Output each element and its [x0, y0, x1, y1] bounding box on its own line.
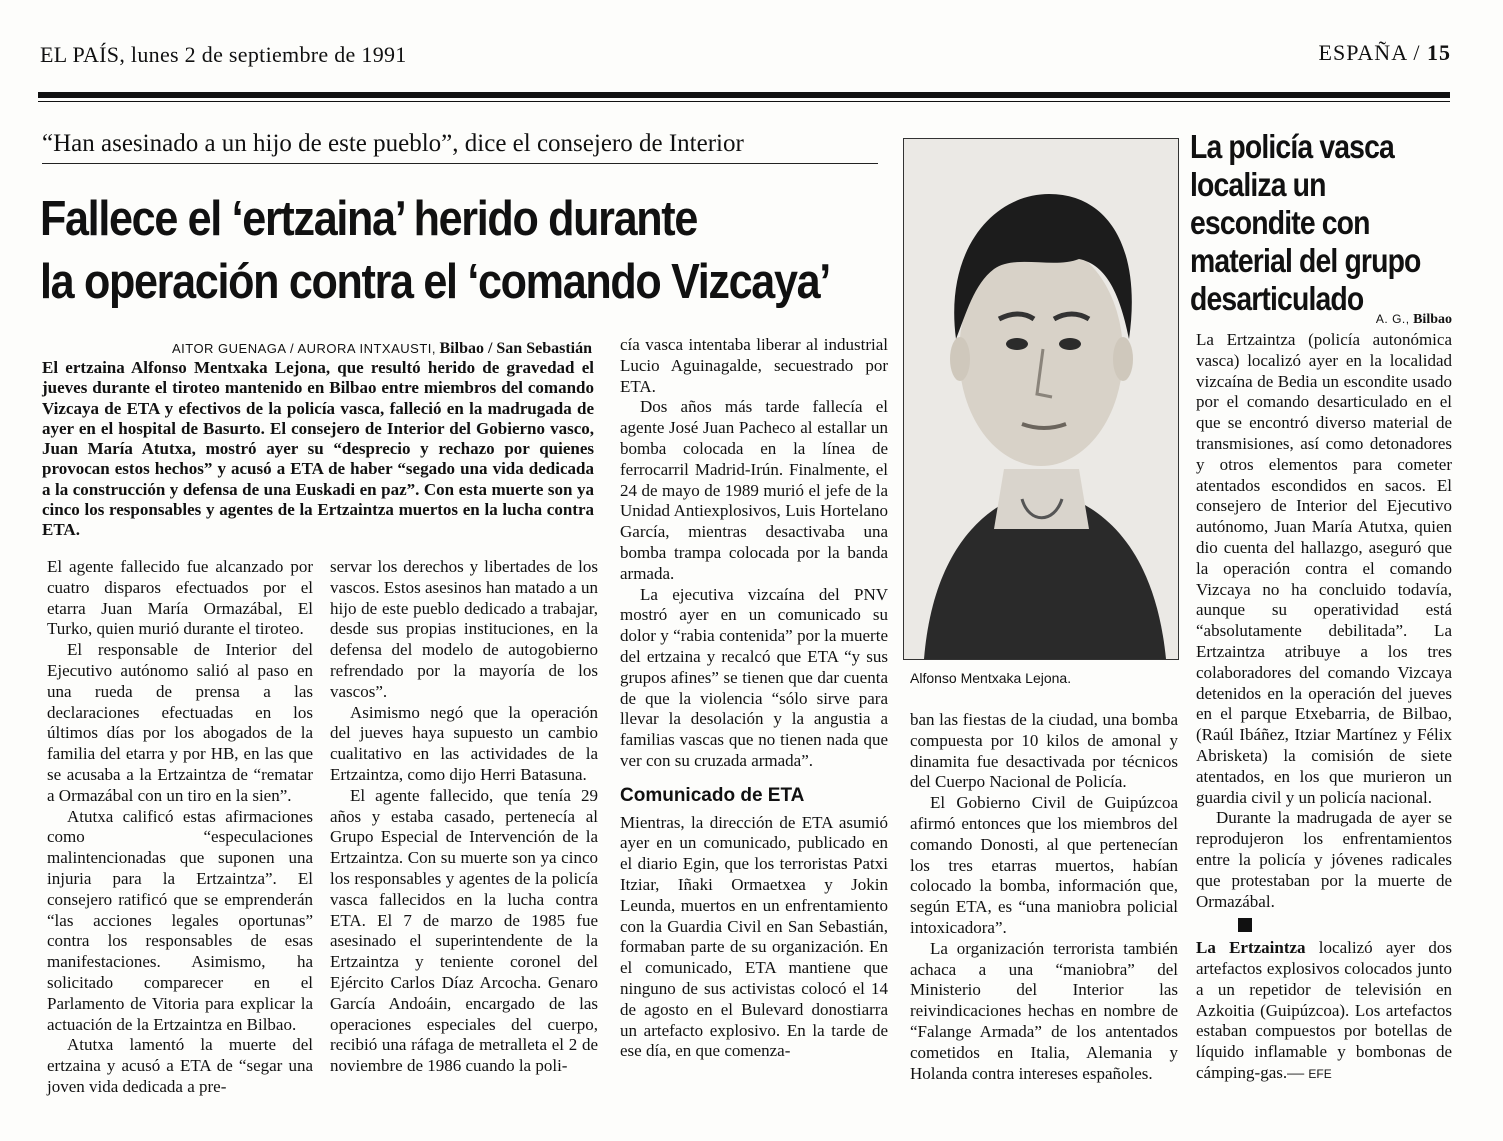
page-number: 15 — [1427, 40, 1451, 65]
brief-lead: La Ertzaintza — [1196, 938, 1306, 958]
paragraph: Dos años más tarde fallecía el agente José Juan Pacheco al estallar un bomba colocada en la línea de ferrocarril Madrid-Irún. Finalmente, el 24 de mayo de 1989 murió el jefe de la Unidad Antiexplosivos, Luis Hortelano García, mientras desactivaba una bomba trampa colocada por la banda armada. — [620, 397, 888, 583]
sidebar-headline: La policía vasca localiza un escondite con material del grupo desarticulado — [1190, 128, 1421, 317]
column-2 — [330, 557, 598, 1077]
sidebar-byline-author: A. G., — [1375, 312, 1410, 326]
brief-bullet — [1196, 912, 1452, 938]
news-brief — [1196, 938, 1452, 1085]
paragraph: Asimismo negó que la operación del jueves haya supuesto un cambio cualitativo en las actividades de la Ertzaintza, como dijo Herri Batasuna. — [330, 702, 598, 784]
article-byline — [42, 340, 592, 358]
article-headline — [40, 188, 830, 314]
paragraph: El agente fallecido, que tenía 29 años y estaba casado, pertenecía al Grupo Especial de Intervención de la Ertzaintza. Con su muerte son ya cinco los responsables y agentes de la policía vasca fallecidos en la lucha contra ETA. El 7 de marzo de 1985 fue asesinado el superintendente de la Ertzaintza y teniente coronel del Ejército Carlos Díaz Arcocha. Genaro García Andoáin, encargado de las operaciones especiales del cuerpo, recibió una ráfaga de metralleta el 2 de noviembre de 1986 cuando la poli- — [330, 785, 598, 1076]
sidebar-byline-place: Bilbao — [1413, 312, 1452, 327]
paragraph: servar los derechos y libertades de los vascos. Estos asesinos han matado a un hijo de este pueblo dedicado a trabajar, desde sus propias instituciones, en la defensa del modelo de autogobierno refrendado por la mayoría de los vascos”. — [330, 557, 598, 701]
paragraph: ban las fiestas de la ciudad, una bomba compuesta por 10 kilos de amonal y dinamita fue desactivada por técnicos del Cuerpo Nacional de Policía. — [910, 710, 1178, 792]
column-1 — [47, 557, 313, 1098]
paragraph: Durante la madrugada de ayer se reprodujeron los enfrentamientos entre la policía y jóvenes radicales que protestaban por la muerte de Ormazábal. — [1196, 808, 1452, 911]
paragraph: La organización terrorista también achaca a una “maniobra” del Ministerio del Interior las reivindicaciones hechas en nombre de “Falange Armada” de los antentados cometidos en Italia, Alemania y Holanda contra intereses españoles. — [910, 938, 1178, 1083]
column-4 — [910, 710, 1178, 1084]
brief-text: localizó ayer dos artefactos explosivos colocados junto a un repetidor de televisión en Azkoitia (Guipúzcoa). Los artefactos estaban compuestos por botellas de líquido inflamable y bombonas de cámping-gas.— — [1196, 938, 1452, 1082]
article-kicker: “Han asesinado a un hijo de este pueblo”, dice el consejero de Interior — [42, 128, 878, 164]
portrait-photo — [903, 138, 1179, 660]
photo-caption: Alfonso Mentxaka Lejona. — [910, 670, 1072, 686]
paragraph: cía vasca intentaba liberar al industrial Lucio Aguinagalde, secuestrado por ETA. — [620, 335, 888, 396]
paragraph: El agente fallecido fue alcanzado por cuatro disparos efectuados por el etarra Juan María Ormazábal, El Turko, quien murió durante el tiroteo. — [47, 557, 313, 639]
headline-line-1: Fallece el ‘ertzaina’ herido durante — [40, 192, 698, 246]
byline-place: Bilbao / San Sebastián — [439, 340, 592, 357]
paragraph: Atutxa lamentó la muerte del ertzaina y acusó a ETA de “segar una joven vida dedicada a pre- — [47, 1035, 313, 1096]
section-subhead: Comunicado de ETA — [620, 784, 805, 806]
header-rule-thin — [38, 101, 1450, 102]
header-rule — [38, 92, 1450, 98]
column-3 — [620, 335, 888, 1062]
paragraph: El Gobierno Civil de Guipúzcoa afirmó entonces que los miembros del comando Donosti, al que pertenecían los tres etarras muertos, habían colocado la bomba, información que, según ETA, es “una maniobra policial intoxicadora”. — [910, 793, 1178, 937]
section-label: ESPAÑA / 15 — [1318, 40, 1451, 65]
paragraph: Mientras, la dirección de ETA asumió ayer en un comunicado, publicado en el diario Egin, que los terroristas Patxi Itziar, Iñaki Ormaetxea y Jokin Leunda, muertos en un enfrentamiento con la Guardia Civil en San Sebastián, formaban parte de su organización. En el comunicado, ETA mantiene que ninguno de sus activistas colocó el 14 de agosto en el Bulevard donostiarra un artefacto explosivo. En la tarde de ese día, en que comenza- — [620, 812, 888, 1061]
paragraph: La Ertzaintza (policía autonómica vasca) localizó ayer en la localidad vizcaína de Bedia un escondite usado por el comando desarticulado en el que se encontró diverso material de transmisiones, así como detonadores y otros elementos para cometer atentados escondidos en sacos. El consejero de Interior del Ejecutivo autónomo, Juan María Atutxa, quien dio cuenta del hallazgo, aseguró que la operación contra el comando Vizcaya no ha concluido todavía, aunque su operatividad está “absolutamente debilitada”. La Ertzaintza atribuye a los tres colaboradores del comando Vizcaya detenidos en la operación del jueves en el parque Etxebarria, de Bilbao, (Raúl Ibáñez, Itziar Martínez y Félix Abrisketa) la comisión de siete atentados, en los que murieron un guardia civil y un policía nacional. — [1196, 330, 1452, 807]
article-lead: El ertzaina Alfonso Mentxaka Lejona, que resultó herido de gravedad el jueves durante el tiroteo mantenido en Bilbao entre miembros del comando Vizcaya de ETA y efectivos de la policía vasca, falleció en la madrugada de ayer en el hospital de Basurto. El consejero de Interior del Gobierno vasco, Juan María Atutxa, mostró ayer su “desprecio y rechazo por quienes provocan estos hechos” y acusó a ETA de haber “segado una vida dedicada a la construcción y defensa de una Euskadi en paz”. Con esta muerte son ya cinco los responsables y agentes de la Ertzaintza muertos en la lucha contra ETA. — [42, 358, 594, 540]
headline-line-2: la operación contra el ‘comando Vizcaya’ — [40, 255, 830, 309]
portrait-illustration — [904, 139, 1178, 659]
brief-agency: EFE — [1308, 1066, 1332, 1081]
section-name: ESPAÑA — [1318, 40, 1407, 65]
square-bullet-icon — [1238, 918, 1252, 932]
sidebar-column — [1196, 330, 1452, 1085]
paragraph: El responsable de Interior del Ejecutivo autónomo salió al paso en una rueda de prensa a las declaraciones efectuadas en los últimos días por los abogados de la familia del etarra y por HB, en las que se acusaba a la Ertzaintza de “rematar a Ormazábal con un tiro en la sien”. — [47, 640, 313, 805]
byline-authors: AITOR GUENAGA / AURORA INTXAUSTI, — [171, 341, 436, 356]
masthead-date: EL PAÍS, lunes 2 de septiembre de 1991 — [40, 42, 407, 67]
sidebar-byline — [1196, 312, 1452, 328]
paragraph: La ejecutiva vizcaína del PNV mostró ayer en un comunicado su dolor y “rabia contenida” por la muerte del ertzaina y recalcó que ETA “y sus grupos afines” se tienen que dar cuenta de que la violencia “sólo sirve para llevar la desolación y la angustia a familias vascas que no tienen nada que ver con su cruzada armada”. — [620, 584, 888, 770]
paragraph: Atutxa calificó estas afirmaciones como “especulaciones malintencionadas que suponen una injuria para la Ertzaintza”. El consejero ratificó que se emprenderán “las acciones legales oportunas” contra los responsables de esas manifestaciones. Asimismo, ha solicitado comparecer en el Parlamento de Vitoria para explicar la actuación de la Ertzaintza en Bilbao. — [47, 806, 313, 1034]
